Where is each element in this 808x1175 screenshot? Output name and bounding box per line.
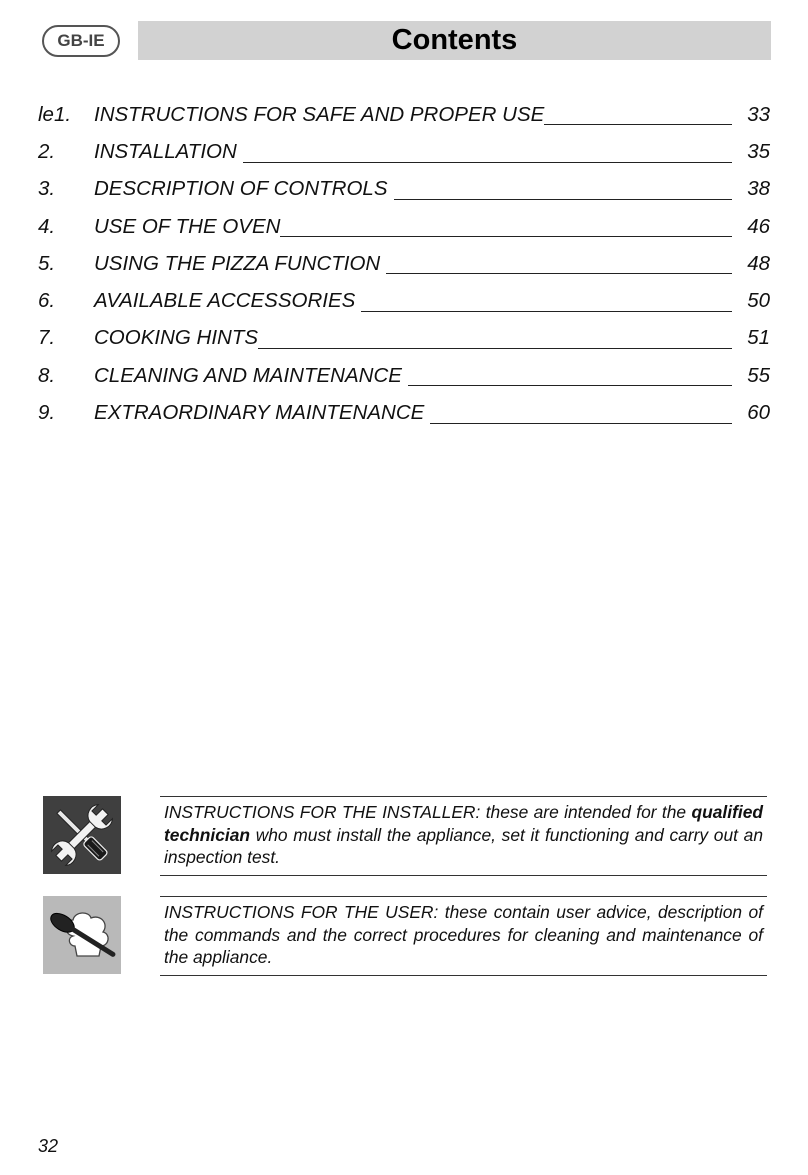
toc-number: 2. <box>38 139 56 163</box>
toc-entry[interactable] <box>38 394 770 431</box>
toc-number: 7. <box>38 326 56 350</box>
toc-page-number: 38 <box>747 177 770 201</box>
toc-title: COOKING HINTS <box>94 326 259 350</box>
toc-number: 9. <box>38 401 56 425</box>
toc-number: 5. <box>38 251 56 275</box>
toc-page-number: 51 <box>747 326 770 350</box>
toc-title: DESCRIPTION OF CONTROLS <box>94 177 388 201</box>
toc-page-number: 46 <box>747 214 770 238</box>
toc-leader-line <box>243 125 732 162</box>
language-badge: GB-IE <box>42 25 120 57</box>
page-number: 32 <box>38 1136 59 1156</box>
toc-title: AVAILABLE ACCESSORIES <box>94 289 356 313</box>
toc-leader-line <box>544 88 732 125</box>
installer-text-continued: who must install the appliance, set it functioning and carry out an inspection test. <box>164 824 763 867</box>
toc-number: 8. <box>38 363 56 387</box>
toc-number: 4. <box>38 214 56 238</box>
toc-page-number: 33 <box>747 102 770 126</box>
toc-title: USE OF THE OVEN <box>94 214 281 238</box>
page-title: Contents <box>138 21 771 60</box>
toc-leader-line <box>280 200 732 237</box>
installer-instructions-text <box>160 796 767 876</box>
toc-number: 6. <box>38 289 56 313</box>
wrench-screwdriver-icon <box>43 796 121 874</box>
installer-text: INSTRUCTIONS FOR THE INSTALLER: these are intended for the <box>164 802 692 822</box>
toc-title: EXTRAORDINARY MAINTENANCE <box>94 401 425 425</box>
toc-page-number: 35 <box>747 139 770 163</box>
toc-number: 3. <box>38 177 56 201</box>
toc-page-number: 48 <box>747 251 770 275</box>
toc-leader-line <box>258 312 732 349</box>
table-of-contents <box>38 96 770 432</box>
installer-text-emphasis: qualified technician <box>164 802 763 845</box>
toc-title: USING THE PIZZA FUNCTION <box>94 251 381 275</box>
spoon-chef-hat-icon <box>43 896 121 974</box>
toc-page-number: 50 <box>747 289 770 313</box>
toc-page-number: 60 <box>747 401 770 425</box>
page-header <box>0 0 808 70</box>
toc-leader-line <box>408 349 732 386</box>
user-instructions-text: INSTRUCTIONS FOR THE USER: these contain user advice, description of the commands and the correct procedures for cleaning and maintenance of the appliance. <box>160 896 767 976</box>
toc-leader-line <box>386 237 732 274</box>
toc-leader-line <box>394 163 733 200</box>
toc-number: le1. <box>38 102 72 126</box>
toc-page-number: 55 <box>747 363 770 387</box>
toc-leader-line <box>430 386 732 423</box>
toc-title: INSTRUCTIONS FOR SAFE AND PROPER USE <box>94 102 545 126</box>
toc-title: INSTALLATION <box>94 139 237 163</box>
toc-title: CLEANING AND MAINTENANCE <box>94 363 402 387</box>
toc-leader-line <box>361 274 732 311</box>
